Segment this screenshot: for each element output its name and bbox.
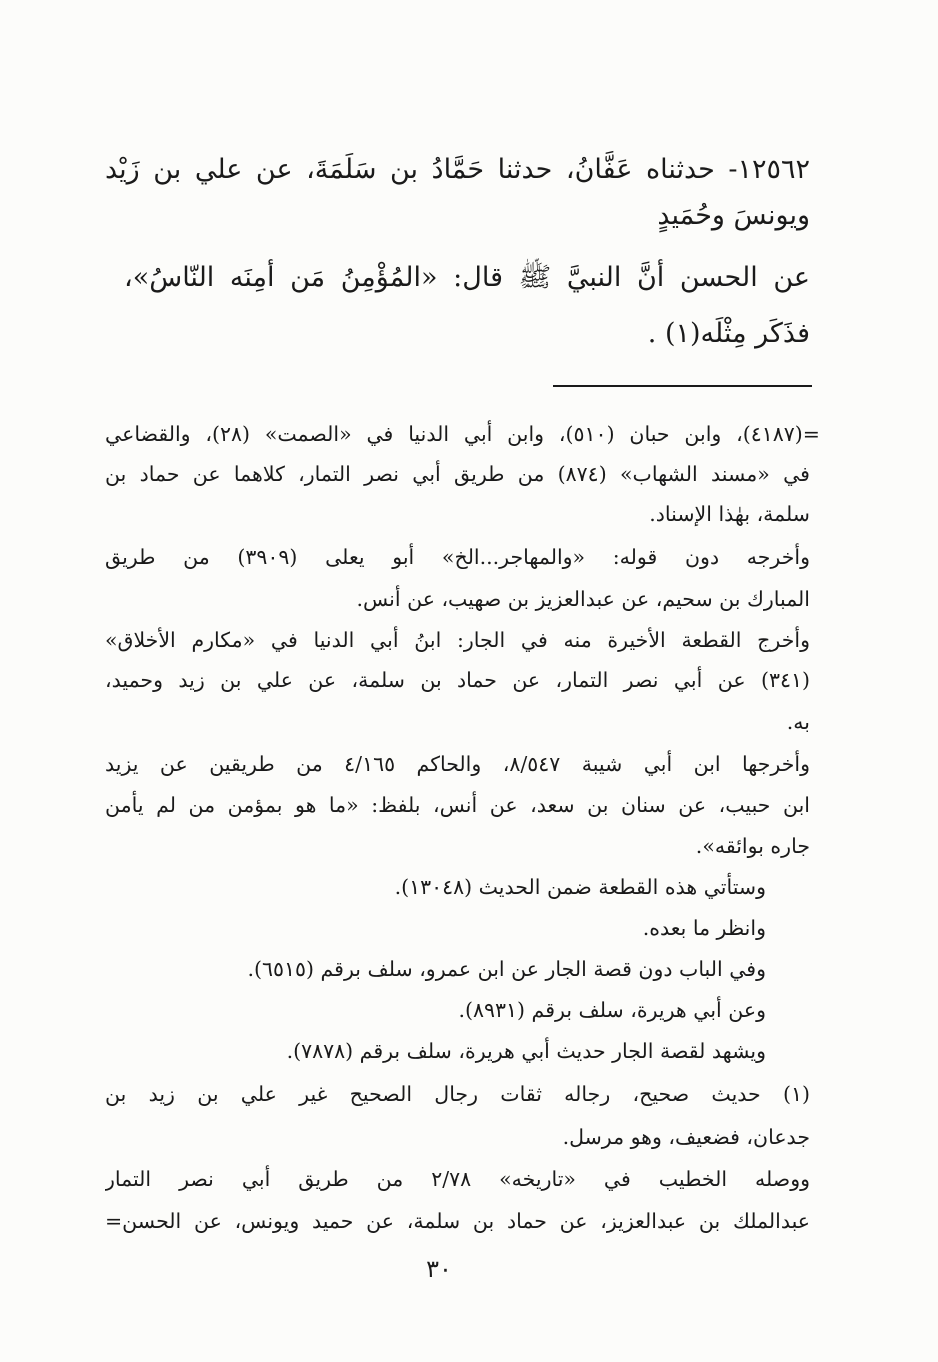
- page-number: ٣٠: [426, 1255, 452, 1283]
- hadith-line-4: فذَكَر مِثْلَه(١) .: [647, 318, 810, 349]
- footnote-line-1: =(٤١٨٧)، وابن حبان (٥١٠)، وابن أبي الدنيا في «الصمت» (٢٨)، والقضاعي: [105, 422, 820, 446]
- footnote-line-4: وأخرجه دون قوله: «والمهاجر...الخ» أبو يعلى (٣٩٠٩) من طريق: [105, 545, 810, 569]
- footnote-line-18: جدعان، فضعيف، وهو مرسل.: [562, 1125, 810, 1149]
- footnote-line-8: به.: [786, 710, 810, 734]
- footnote-line-6: وأخرج القطعة الأخيرة منه في الجار: ابنُ أبي الدنيا في «مكارم الأخلاق»: [105, 628, 810, 652]
- hadith-line-2: ويونسَ وحُمَيدٍ: [657, 200, 810, 231]
- hadith-line-3: عن الحسن أنَّ النبيَّ ﷺ قال: «المُؤْمِنُ مَن أَمِنَه النّاسُ»،: [124, 262, 810, 293]
- footnote-line-20: عبدالملك بن عبدالعزيز، عن حماد بن سلمة، عن حميد ويونس، عن الحسن=: [105, 1209, 810, 1233]
- footnote-line-14: وفي الباب دون قصة الجار عن ابن عمرو، سلف برقم (٦٥١٥).: [247, 957, 766, 981]
- footnote-line-16: ويشهد لقصة الجار حديث أبي هريرة، سلف برقم (٧٨٧٨).: [286, 1039, 766, 1063]
- footnote-line-15: وعن أبي هريرة، سلف برقم (٨٩٣١).: [458, 998, 766, 1022]
- footnote-line-2: في «مسند الشهاب» (٨٧٤) من طريق أبي نصر التمار، كلاهما عن حماد بن: [105, 462, 810, 486]
- footnote-line-9: وأخرجها ابن أبي شيبة ٨/٥٤٧، والحاكم ٤/١٦٥ من طريقين عن يزيد: [105, 752, 810, 776]
- footnote-line-13: وانظر ما بعده.: [642, 916, 766, 940]
- footnote-line-10: ابن حبيب، عن سنان بن سعد، عن أنس، بلفظ: «ما هو بمؤمن من لم يأمن: [105, 793, 810, 817]
- footnote-line-17: (١) حديث صحيح، رجاله ثقات رجال الصحيح غير علي بن زيد بن: [105, 1082, 810, 1106]
- footnote-line-11: جاره بوائقه».: [695, 834, 810, 858]
- footnote-line-12: وستأتي هذه القطعة ضمن الحديث (١٣٠٤٨).: [394, 875, 766, 899]
- hadith-line-1: ١٢٥٦٢- حدثناه عَفَّانُ، حدثنا حَمَّادُ بن سَلَمَةَ، عن علي بن زَيْد: [105, 154, 810, 185]
- footnote-line-3: سلمة، بهٰذا الإسناد.: [649, 502, 810, 526]
- footnote-line-7: (٣٤١) عن أبي نصر التمار، عن حماد بن سلمة، عن علي بن زيد وحميد،: [105, 668, 810, 692]
- footnote-divider: [553, 385, 812, 387]
- footnote-line-19: ووصله الخطيب في «تاريخه» ٢/٧٨ من طريق أبي نصر التمار: [105, 1167, 810, 1191]
- footnote-line-5: المبارك بن سحيم، عن عبدالعزيز بن صهيب، عن أنس.: [356, 587, 810, 611]
